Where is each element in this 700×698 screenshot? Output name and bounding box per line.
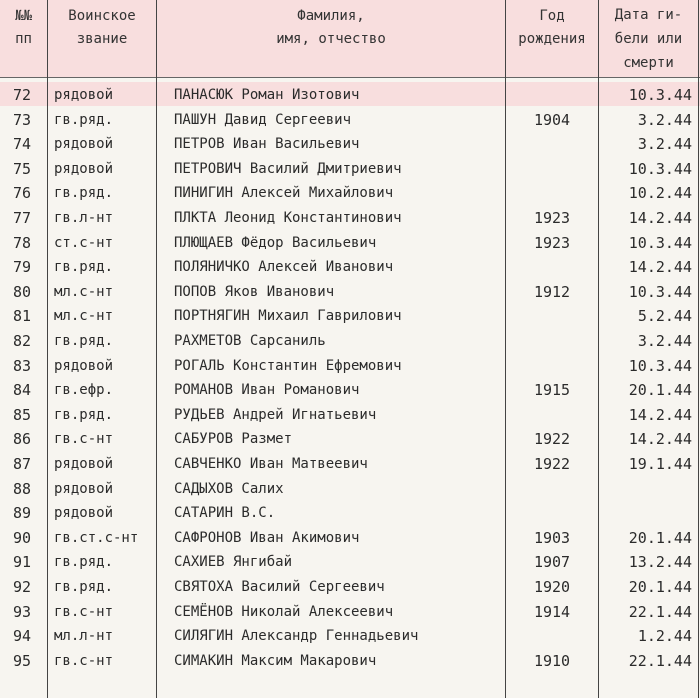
row-rank: рядовой [54, 505, 114, 522]
row-rank: гв.ряд. [54, 185, 114, 202]
row-number: 79 [13, 258, 32, 277]
row-number: 95 [13, 651, 32, 670]
row-rank: рядовой [54, 87, 114, 103]
row-number: 72 [13, 86, 32, 104]
row-death-date: 10.3.44 [628, 159, 692, 178]
row-death-date: 10.3.44 [628, 282, 692, 301]
row-death-date: 3.2.44 [637, 135, 692, 154]
row-rank: ст.с-нт [54, 234, 114, 251]
row-number: 76 [13, 184, 32, 203]
row-number: 73 [13, 110, 32, 129]
table-row [0, 624, 700, 649]
row-full-name: ПАНАСЮК Роман Изотович [174, 87, 360, 103]
row-full-name: САВЧЕНКО Иван Матвеевич [174, 456, 368, 472]
row-birth-year: 1904 [533, 110, 571, 129]
row-rank: гв.ряд. [54, 333, 114, 349]
row-birth-year: 1920 [533, 578, 571, 596]
row-death-date: 20.1.44 [628, 381, 692, 400]
row-birth-year: 1910 [533, 651, 571, 670]
row-full-name: СИЛЯГИН Александр Геннадьевич [174, 628, 419, 645]
row-death-date: 5.2.44 [637, 307, 692, 326]
row-number: 75 [13, 159, 32, 178]
row-full-name: РУДЬЕВ Андрей Игнатьевич [174, 406, 377, 423]
table-row [0, 649, 700, 674]
row-death-date: 10.3.44 [628, 86, 692, 104]
row-birth-year: 1907 [533, 553, 571, 572]
table-row [0, 600, 700, 625]
table-row [0, 255, 700, 280]
table-row [0, 83, 700, 108]
row-death-date: 14.2.44 [628, 258, 692, 277]
table-row [0, 108, 700, 133]
row-death-date: 20.1.44 [628, 578, 692, 596]
row-number: 89 [13, 504, 32, 523]
header-date: Дата ги- бели или смерти [614, 7, 683, 71]
row-number: 81 [13, 307, 32, 326]
table-row [0, 452, 700, 477]
row-full-name: САДЫХОВ Салих [174, 480, 284, 497]
row-death-date: 22.1.44 [628, 602, 692, 621]
row-full-name: САФРОНОВ Иван Акимович [174, 529, 360, 546]
row-number: 90 [13, 528, 32, 547]
row-death-date: 22.1.44 [628, 651, 692, 670]
row-full-name: САХИЕВ Янгибай [174, 554, 293, 571]
header-year: Год рождения [518, 8, 586, 47]
row-number: 85 [13, 405, 32, 424]
row-rank: рядовой [54, 357, 114, 374]
row-number: 80 [13, 282, 32, 301]
row-birth-year: 1922 [533, 455, 571, 473]
row-rank: гв.с-нт [54, 603, 114, 620]
row-full-name: СЕМЁНОВ Николай Алексеевич [174, 603, 394, 620]
row-rank: мл.с-нт [54, 308, 114, 325]
row-death-date: 10.3.44 [628, 356, 692, 375]
table-row [0, 477, 700, 502]
table-row [0, 181, 700, 206]
row-death-date: 3.2.44 [637, 332, 692, 350]
row-birth-year: 1914 [533, 602, 571, 621]
table-row [0, 427, 700, 452]
row-full-name: ПЕТРОВИЧ Василий Дмитриевич [174, 160, 402, 177]
row-rank: гв.ефр. [54, 382, 114, 399]
row-rank: мл.л-нт [54, 628, 114, 645]
row-number: 83 [13, 356, 32, 375]
row-rank: гв.ряд. [54, 579, 114, 595]
table-row [0, 354, 700, 379]
row-full-name: ПЛЮЩАЕВ Фёдор Васильевич [174, 234, 377, 251]
row-birth-year: 1923 [533, 233, 571, 252]
table-row [0, 378, 700, 403]
row-rank: гв.ряд. [54, 111, 114, 128]
table-row [0, 206, 700, 231]
row-rank: рядовой [54, 480, 114, 497]
row-birth-year: 1922 [533, 430, 571, 449]
row-rank: гв.ряд. [54, 554, 114, 571]
table-row [0, 231, 700, 256]
row-full-name: ПАШУН Давид Сергеевич [174, 111, 352, 128]
row-number: 82 [13, 332, 32, 350]
row-death-date: 10.3.44 [628, 233, 692, 252]
table-row [0, 501, 700, 526]
header-rank: Воинское звание [68, 8, 136, 47]
row-full-name: ПИНИГИН Алексей Михайлович [174, 185, 394, 202]
table-row [0, 329, 700, 354]
table-row [0, 575, 700, 600]
row-number: 78 [13, 233, 32, 252]
row-rank: гв.с-нт [54, 652, 114, 669]
row-birth-year: 1903 [533, 528, 571, 547]
row-full-name: ПОПОВ Яков Иванович [174, 283, 335, 300]
row-death-date: 14.2.44 [628, 405, 692, 424]
row-rank: гв.л-нт [54, 210, 114, 226]
row-number: 84 [13, 381, 32, 400]
table-row [0, 304, 700, 329]
row-rank: гв.с-нт [54, 431, 114, 448]
row-number: 87 [13, 455, 32, 473]
table-row [0, 132, 700, 157]
row-birth-year: 1915 [533, 381, 571, 400]
row-full-name: РАХМЕТОВ Сарсаниль [174, 333, 326, 349]
row-rank: рядовой [54, 456, 114, 472]
row-full-name: ПОЛЯНИЧКО Алексей Иванович [174, 259, 394, 276]
row-full-name: САБУРОВ Размет [174, 431, 293, 448]
header-num: №№ пп [15, 8, 32, 47]
row-full-name: СВЯТОХА Василий Сергеевич [174, 579, 385, 595]
row-rank: гв.ряд. [54, 259, 114, 276]
header-name: Фамилия, имя, отчество [276, 8, 386, 47]
row-full-name: ПЛКТА Леонид Константинович [174, 210, 402, 226]
row-number: 77 [13, 209, 32, 227]
row-death-date: 19.1.44 [628, 455, 692, 473]
row-number: 88 [13, 479, 32, 498]
row-number: 74 [13, 135, 32, 154]
row-full-name: РОМАНОВ Иван Романович [174, 382, 360, 399]
row-full-name: ПЕТРОВ Иван Васильевич [174, 136, 360, 153]
row-full-name: САТАРИН В.С. [174, 505, 276, 522]
table-row [0, 280, 700, 305]
row-number: 93 [13, 602, 32, 621]
row-birth-year: 1923 [533, 209, 571, 227]
row-death-date: 10.2.44 [628, 184, 692, 203]
row-number: 94 [13, 627, 32, 646]
table-row [0, 157, 700, 182]
table-row [0, 550, 700, 575]
row-number: 92 [13, 578, 32, 596]
row-death-date: 20.1.44 [628, 528, 692, 547]
row-rank: гв.ст.с-нт [54, 529, 139, 546]
row-full-name: РОГАЛЬ Константин Ефремович [174, 357, 402, 374]
row-number: 91 [13, 553, 32, 572]
row-rank: мл.с-нт [54, 283, 114, 300]
row-rank: гв.ряд. [54, 406, 114, 423]
row-rank: рядовой [54, 136, 114, 153]
row-death-date: 14.2.44 [628, 209, 692, 227]
row-number: 86 [13, 430, 32, 449]
row-death-date: 3.2.44 [637, 110, 692, 129]
row-full-name: ПОРТНЯГИН Михаил Гаврилович [174, 308, 402, 325]
row-birth-year: 1912 [533, 282, 571, 301]
table-row [0, 403, 700, 428]
row-death-date: 14.2.44 [628, 430, 692, 449]
table-row [0, 526, 700, 551]
row-rank: рядовой [54, 160, 114, 177]
row-full-name: СИМАКИН Максим Макарович [174, 652, 377, 669]
row-death-date: 1.2.44 [637, 627, 692, 646]
row-death-date: 13.2.44 [628, 553, 692, 572]
